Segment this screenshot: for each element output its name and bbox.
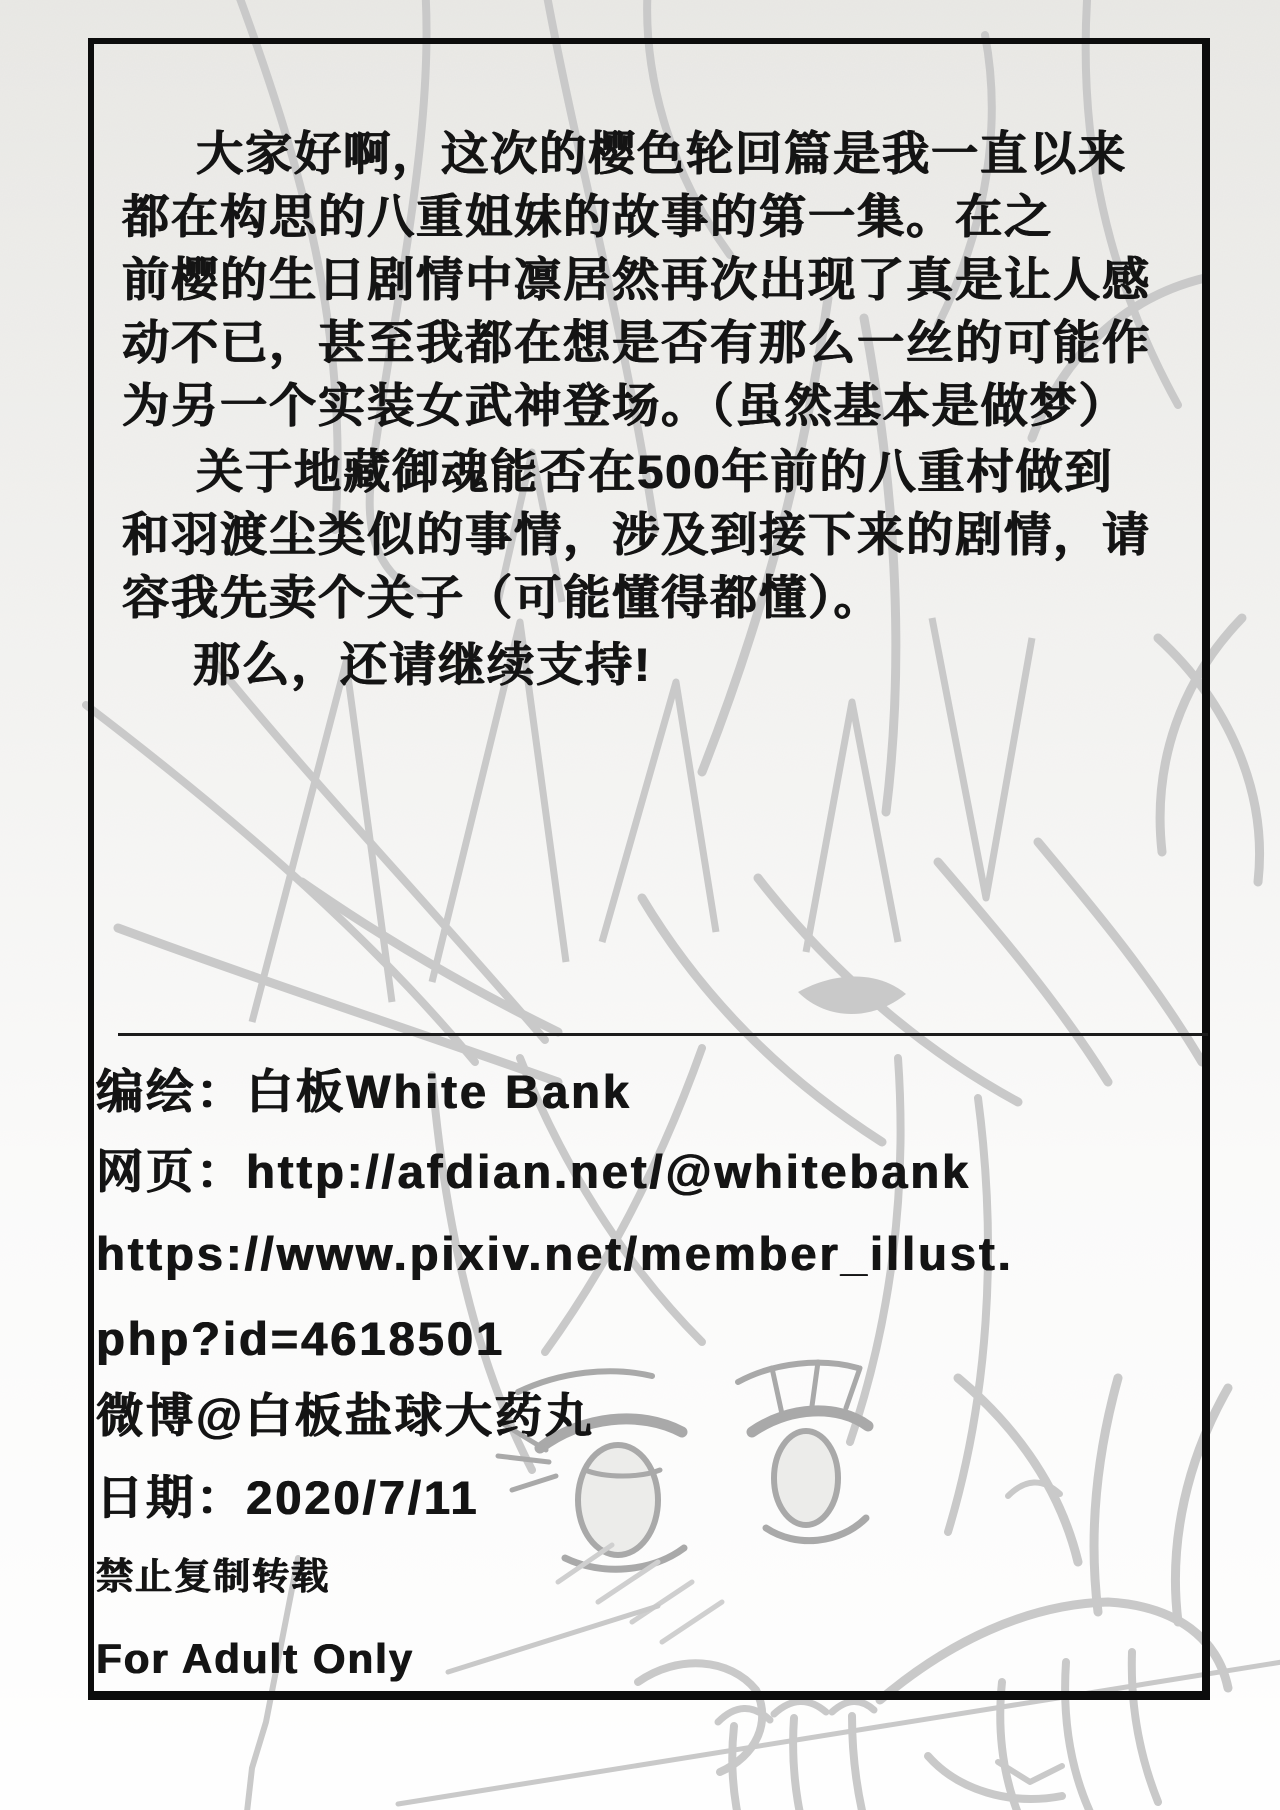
afterword-line-2: 都在构思的八重姐妹的故事的第一集。在之 <box>122 190 1053 243</box>
afterword-line-3: 前樱的生日剧情中凛居然再次出现了真是让人感 <box>122 253 1151 306</box>
credit-pixiv-url-line-2: php?id=4618501 <box>96 1312 506 1365</box>
divider-line <box>118 1033 1208 1036</box>
afterword-line-9: 那么，还请继续支持! <box>193 638 652 691</box>
credit-artist: 编绘：白板White Bank <box>96 1065 632 1118</box>
credit-weibo: 微博@白板盐球大药丸 <box>96 1389 595 1442</box>
credit-no-reproduction-notice: 禁止复制转载 <box>96 1556 330 1597</box>
afterword-line-7: 和羽渡尘类似的事情，涉及到接下来的剧情，请 <box>122 508 1151 561</box>
afterword-line-4: 动不已，甚至我都在想是否有那么一丝的可能作 <box>122 316 1151 369</box>
afterword-line-5: 为另一个实装女武神登场。（虽然基本是做梦） <box>122 379 1128 432</box>
credit-adult-only-rating: For Adult Only <box>96 1635 415 1682</box>
afterword-line-1: 大家好啊，这次的樱色轮回篇是我一直以来 <box>196 127 1127 180</box>
credit-pixiv-url-line-1: https://www.pixiv.net/member_illust. <box>96 1227 1014 1280</box>
credit-website: 网页：http://afdian.net/@whitebank <box>96 1145 972 1198</box>
afterword-line-6: 关于地藏御魂能否在500年前的八重村做到 <box>196 445 1114 498</box>
afterword-line-8: 容我先卖个关子（可能懂得都懂）。 <box>122 571 883 624</box>
credit-date: 日期：2020/7/11 <box>96 1471 480 1524</box>
